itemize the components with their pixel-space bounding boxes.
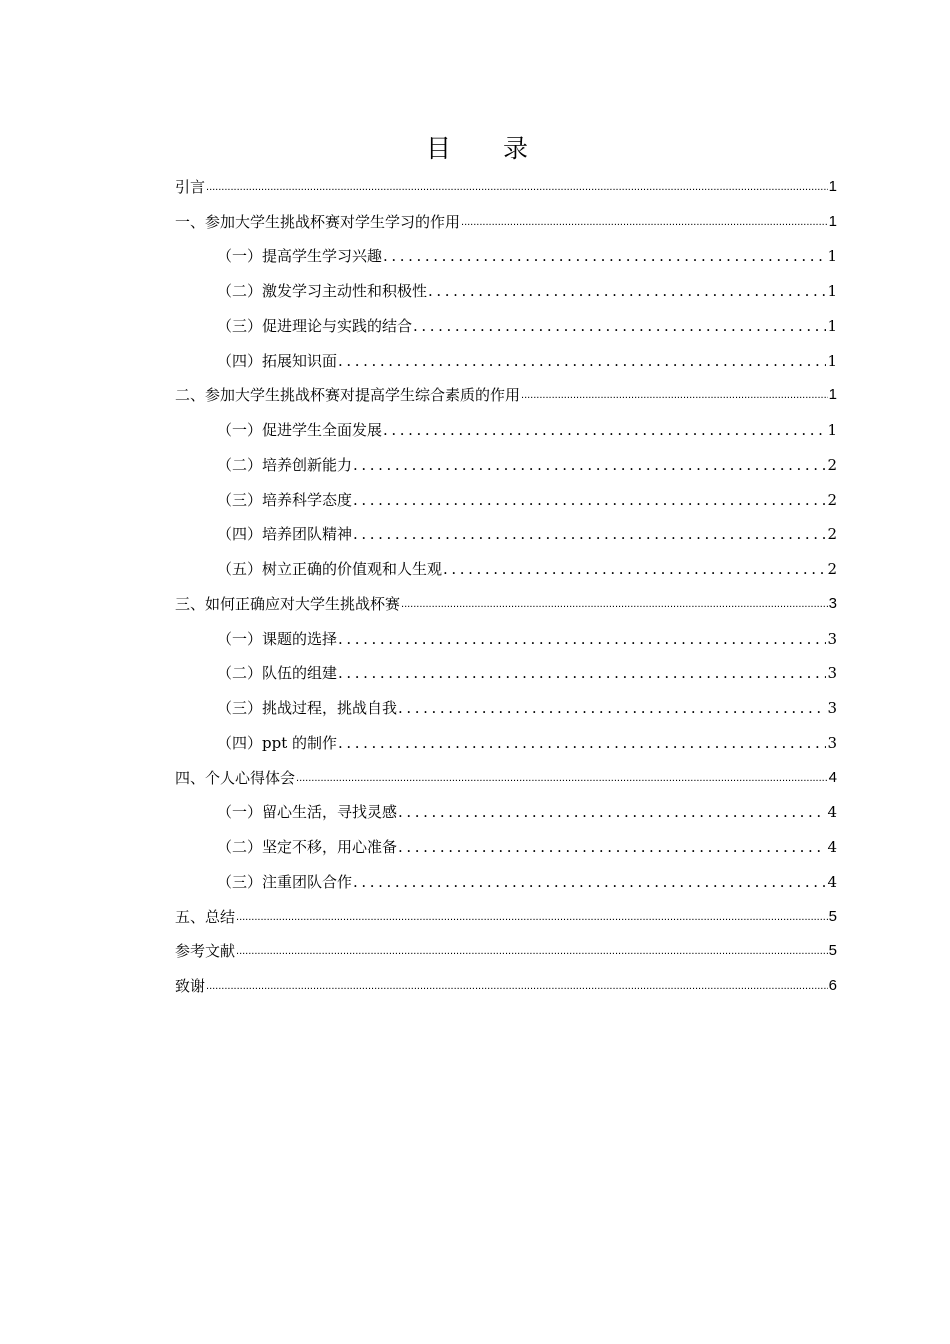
- toc-entry-label: 二、参加大学生挑战杯赛对提高学生综合素质的作用: [175, 386, 521, 405]
- toc-entry-label: （一）留心生活，寻找灵感: [217, 803, 398, 822]
- toc-entry-label: 参考文献: [175, 942, 236, 961]
- toc-entry-label: （一）课题的选择: [217, 629, 338, 648]
- toc-page-number: 1: [827, 282, 837, 300]
- toc-leader-dots: [353, 525, 826, 543]
- toc-page-number: 1: [827, 247, 837, 266]
- toc-leader-dots: [398, 803, 826, 821]
- toc-page-number: 6: [828, 977, 837, 994]
- toc-leader-dots: [461, 213, 828, 231]
- toc-leader-dots: [296, 769, 828, 787]
- toc-subentry[interactable]: [175, 551, 837, 586]
- toc-entry-label: （四）培养团队精神: [217, 525, 353, 544]
- toc-entry-label: （二）激发学习主动性和积极性: [217, 282, 428, 300]
- toc-entry-label: （二）培养创新能力: [217, 455, 353, 474]
- table-of-contents: [175, 169, 837, 1003]
- toc-page-number: 4: [828, 768, 837, 786]
- toc-entry[interactable]: [175, 169, 837, 204]
- toc-entry[interactable]: [175, 934, 837, 969]
- toc-page-number: 5: [828, 907, 837, 925]
- toc-entry-label: （一）促进学生全面发展: [217, 421, 383, 439]
- toc-subentry[interactable]: [175, 690, 837, 725]
- toc-entry-label: 三、如何正确应对大学生挑战杯赛: [175, 594, 401, 613]
- toc-subentry[interactable]: [175, 829, 837, 864]
- toc-entry-label: 致谢: [175, 977, 206, 995]
- toc-entry-label: （二）队伍的组建: [217, 664, 338, 683]
- toc-leader-dots: [206, 178, 828, 196]
- toc-page-number: 3: [827, 699, 837, 717]
- toc-page-number: 1: [828, 386, 837, 404]
- toc-subentry[interactable]: [175, 273, 837, 308]
- toc-leader-dots: [338, 734, 826, 752]
- toc-subentry[interactable]: [175, 447, 837, 482]
- toc-entry[interactable]: [175, 378, 837, 413]
- toc-entry[interactable]: [175, 586, 837, 621]
- toc-entry-label: （三）培养科学态度: [217, 490, 353, 509]
- toc-leader-dots: [383, 247, 826, 265]
- toc-subentry[interactable]: [175, 621, 837, 656]
- toc-leader-dots: [236, 942, 828, 960]
- toc-leader-dots: [521, 386, 828, 404]
- toc-leader-dots: [236, 908, 828, 926]
- toc-entry-label: （二）坚定不移，用心准备: [217, 838, 398, 856]
- toc-page-number: 1: [827, 316, 837, 335]
- toc-page-number: 2: [827, 490, 837, 509]
- toc-title: 目 录: [426, 134, 550, 163]
- toc-subentry[interactable]: [175, 656, 837, 691]
- toc-entry-label: 一、参加大学生挑战杯赛对学生学习的作用: [175, 212, 461, 231]
- toc-page-number: 2: [827, 560, 837, 578]
- toc-leader-dots: [338, 664, 826, 682]
- toc-leader-dots: [428, 282, 826, 300]
- toc-leader-dots: [338, 352, 826, 370]
- toc-entry-label: （四）ppt 的制作: [217, 733, 338, 752]
- toc-subentry[interactable]: [175, 725, 837, 760]
- toc-leader-dots: [353, 456, 826, 474]
- toc-page-number: 1: [828, 177, 837, 195]
- toc-entry-label: 四、个人心得体会: [175, 768, 296, 787]
- toc-entry-label: （五）树立正确的价值观和人生观: [217, 560, 443, 578]
- toc-entry[interactable]: [175, 204, 837, 239]
- toc-leader-dots: [401, 595, 828, 613]
- toc-entry[interactable]: [175, 899, 837, 934]
- toc-subentry[interactable]: [175, 343, 837, 378]
- toc-page-number: 4: [827, 803, 837, 822]
- toc-entry-label: （三）促进理论与实践的结合: [217, 316, 413, 335]
- toc-entry-label: 五、总结: [175, 907, 236, 926]
- toc-entry[interactable]: [175, 760, 837, 795]
- toc-subentry[interactable]: [175, 308, 837, 343]
- toc-entry-label: （三）挑战过程，挑战自我: [217, 699, 398, 717]
- toc-entry-label: （四）拓展知识面: [217, 351, 338, 370]
- toc-page-number: 2: [827, 525, 837, 544]
- toc-subentry[interactable]: [175, 412, 837, 447]
- toc-entry-label: （一）提高学生学习兴趣: [217, 247, 383, 266]
- toc-entry-label: （三）注重团队合作: [217, 872, 353, 891]
- toc-page-number: 3: [827, 733, 837, 752]
- toc-entry-label: 引言: [175, 177, 206, 196]
- toc-leader-dots: [338, 630, 826, 648]
- toc-subentry[interactable]: [175, 864, 837, 899]
- toc-page-number: 4: [827, 872, 837, 891]
- toc-page-number: 4: [827, 838, 837, 856]
- toc-leader-dots: [398, 838, 826, 856]
- toc-page-number: 2: [827, 455, 837, 474]
- toc-leader-dots: [398, 699, 826, 717]
- toc-leader-dots: [206, 977, 828, 995]
- toc-subentry[interactable]: [175, 517, 837, 552]
- toc-page-number: 3: [827, 664, 837, 683]
- toc-leader-dots: [383, 421, 826, 439]
- toc-page-number: 1: [827, 351, 837, 370]
- toc-page-number: 5: [828, 942, 837, 960]
- toc-entry[interactable]: [175, 968, 837, 1003]
- toc-leader-dots: [353, 491, 826, 509]
- toc-leader-dots: [413, 317, 826, 335]
- toc-subentry[interactable]: [175, 795, 837, 830]
- toc-leader-dots: [353, 873, 826, 891]
- toc-page-number: 1: [827, 421, 837, 439]
- toc-page-number: 1: [828, 212, 837, 230]
- toc-subentry[interactable]: [175, 482, 837, 517]
- toc-page-number: 3: [827, 629, 837, 648]
- toc-subentry[interactable]: [175, 239, 837, 274]
- toc-page-number: 3: [828, 594, 837, 612]
- toc-leader-dots: [443, 560, 826, 578]
